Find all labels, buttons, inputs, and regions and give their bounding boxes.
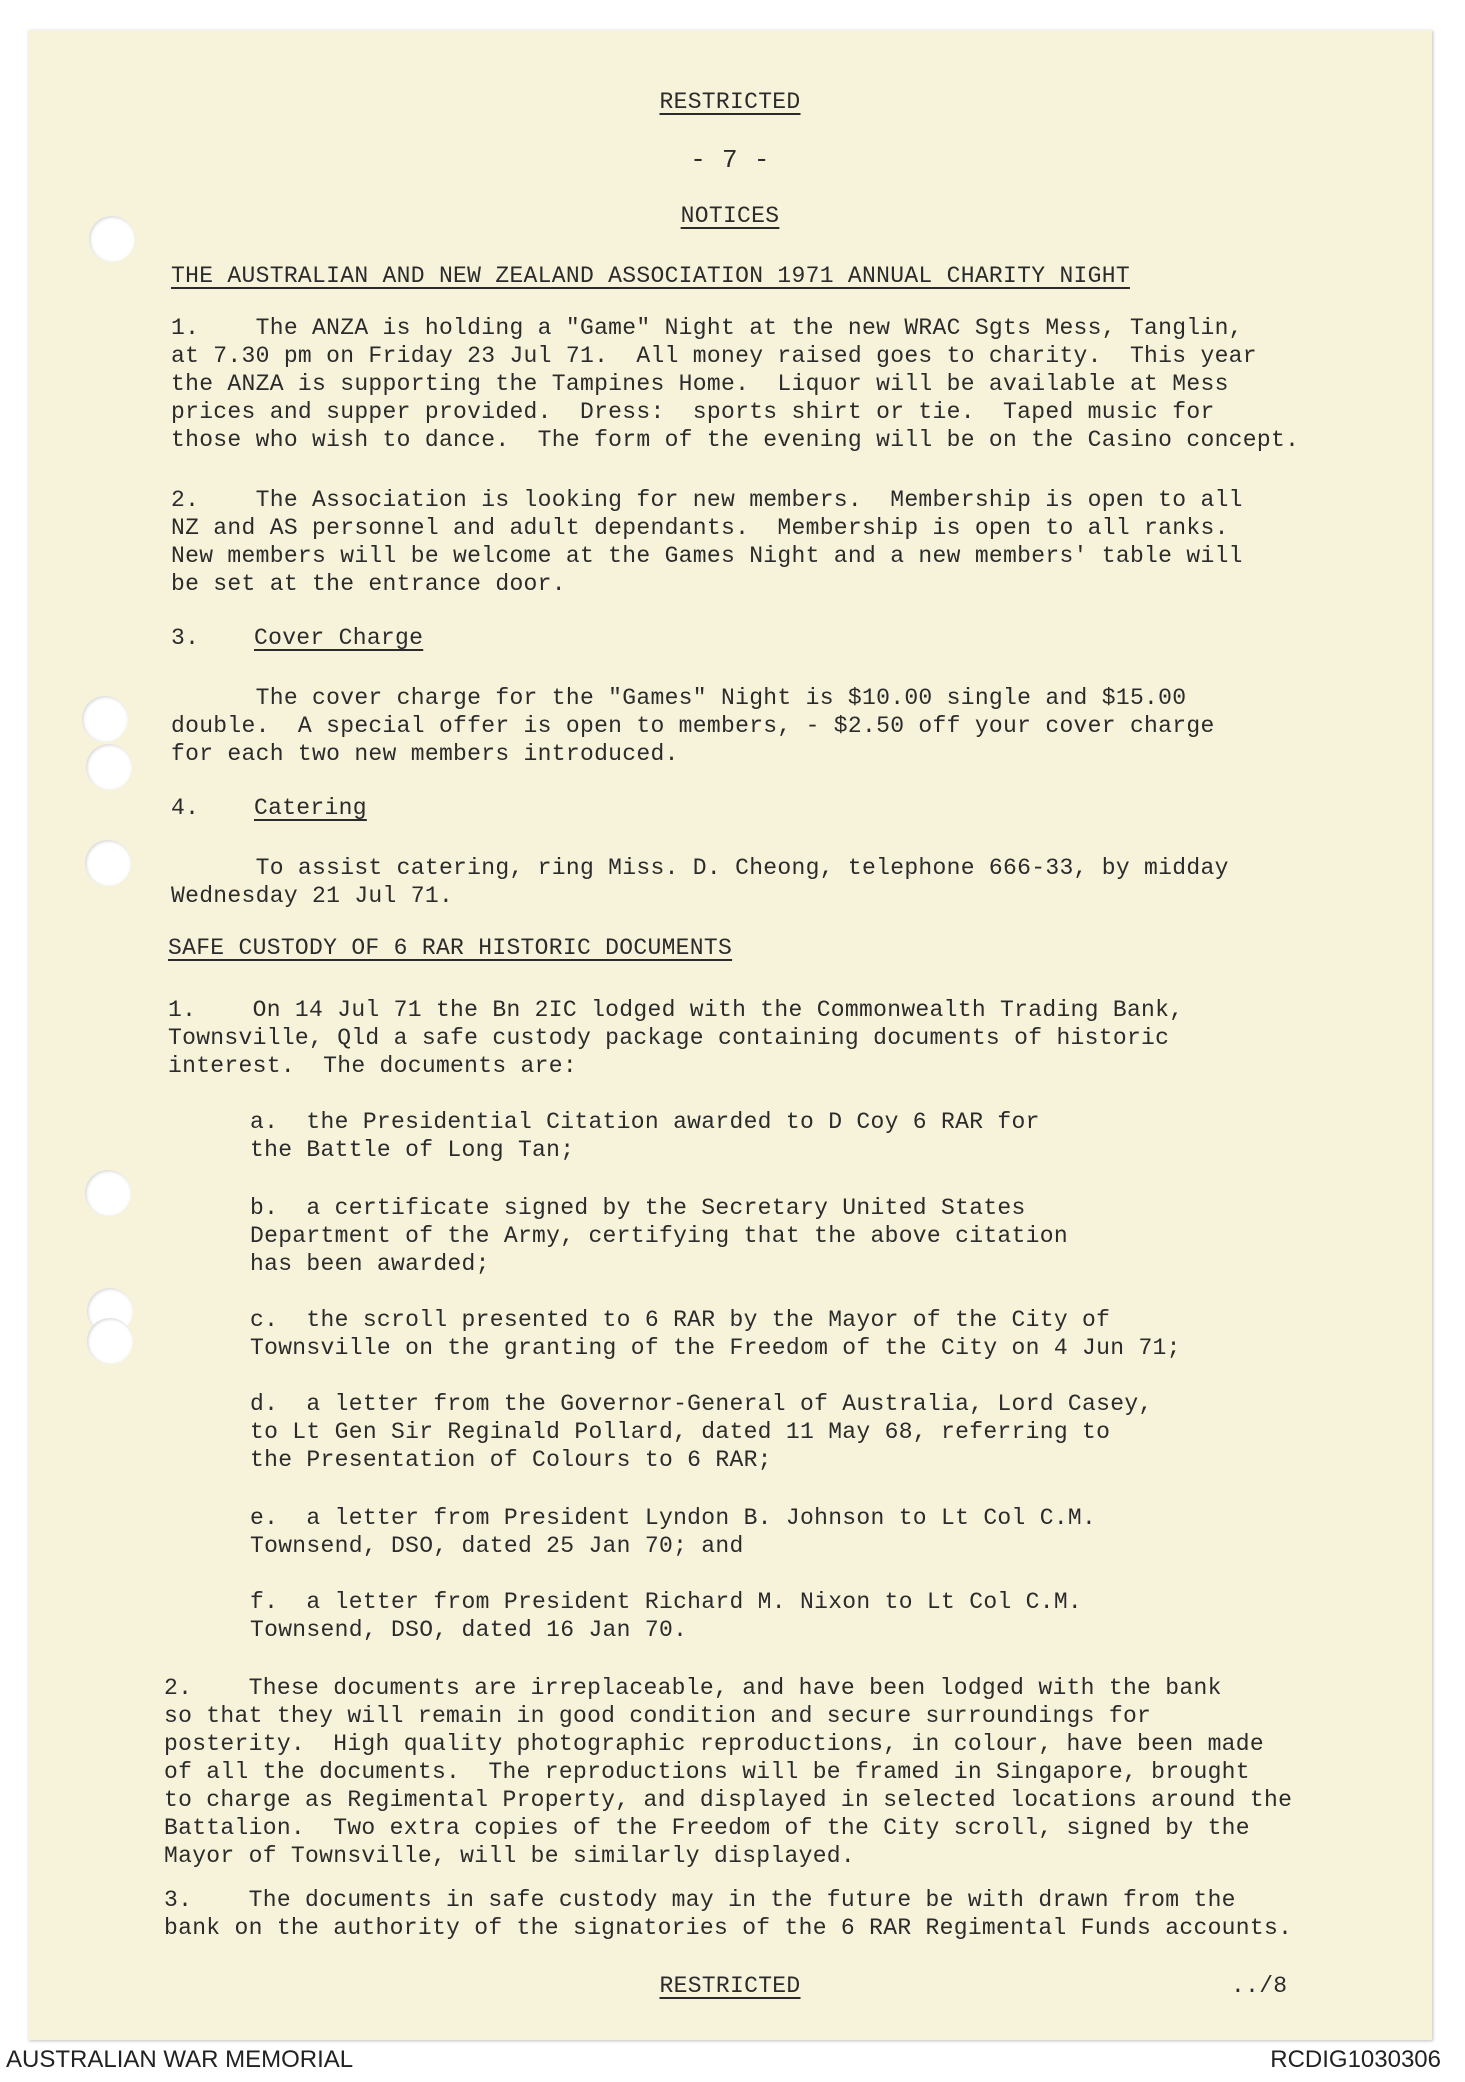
binder-hole	[82, 696, 128, 742]
document-item-a: a. the Presidential Citation awarded to D Coy 6 RAR for the Battle of Long Tan;	[250, 1109, 1040, 1163]
cover-charge-number: 3.	[171, 625, 200, 651]
anza-paragraph-1: 1. The ANZA is holding a "Game" Night at the new WRAC Sgts Mess, Tanglin, at 7.30 pm on Friday 23 Jul 71. All money raised goes to charity. This year the ANZA is supporting the Tampines Home. Liquor will be available at Mess prices and supper provided. Dress: sports shirt or tie. Taped music for those who wish to dance. The form of the evening will be on the Casino concept.	[171, 315, 1300, 453]
classification-bottom: RESTRICTED	[659, 1973, 801, 1999]
catering-body: To assist catering, ring Miss. D. Cheong, telephone 666-33, by midday Wednesday 21 Jul 71.	[171, 855, 1229, 909]
document-page	[28, 30, 1432, 2040]
custody-paragraph-1: 1. On 14 Jul 71 the Bn 2IC lodged with the Commonwealth Trading Bank, Townsville, Qld a safe custody package containing documents of historic interest. The documents are:	[168, 997, 1184, 1079]
classification-top: RESTRICTED	[659, 89, 801, 115]
archive-footer-left: AUSTRALIAN WAR MEMORIAL	[6, 2046, 354, 2073]
page-number: - 7 -	[690, 145, 770, 175]
document-item-e: e. a letter from President Lyndon B. Johnson to Lt Col C.M. Townsend, DSO, dated 25 Jan 70; and	[250, 1505, 1097, 1559]
cover-charge-body: The cover charge for the "Games" Night is $10.00 single and $15.00 double. A special offer is open to members, - $2.50 off your cover charge for each two new members introduced.	[171, 685, 1215, 767]
section-title: NOTICES	[680, 203, 780, 229]
binder-hole	[85, 840, 131, 886]
custody-heading: SAFE CUSTODY OF 6 RAR HISTORIC DOCUMENTS	[168, 935, 733, 961]
anza-heading: THE AUSTRALIAN AND NEW ZEALAND ASSOCIATION 1971 ANNUAL CHARITY NIGHT	[171, 263, 1130, 289]
custody-paragraph-3: 3. The documents in safe custody may in the future be with drawn from the bank on the authority of the signatories of the 6 RAR Regimental Funds accounts.	[164, 1887, 1293, 1941]
binder-hole	[86, 744, 132, 790]
cover-charge-heading: Cover Charge	[254, 625, 424, 651]
catering-number: 4.	[171, 795, 200, 821]
anza-paragraph-2: 2. The Association is looking for new members. Membership is open to all NZ and AS personnel and adult dependants. Membership is open to all ranks. New members will be welcome at the Games Night and a new members' table will be set at the entrance door.	[171, 487, 1243, 597]
binder-hole	[87, 1318, 133, 1364]
document-item-b: b. a certificate signed by the Secretary United States Department of the Army, certifying that the above citation has been awarded;	[250, 1195, 1068, 1277]
custody-paragraph-2: 2. These documents are irreplaceable, and have been lodged with the bank so that they will remain in good condition and secure surroundings for posterity. High quality photographic reproductions, in colour, have been made of all the documents. The reproductions will be framed in Singapore, brought to charge as Regimental Property, and displayed in selected locations around the Battalion. Two extra copies of the Freedom of the City scroll, signed by the Mayor of Townsville, will be similarly displayed.	[164, 1675, 1293, 1869]
archive-footer-right: RCDIG1030306	[1270, 2046, 1441, 2073]
continuation-marker: ../8	[1231, 1973, 1288, 1999]
document-item-d: d. a letter from the Governor-General of Australia, Lord Casey, to Lt Gen Sir Reginald Pollard, dated 11 May 68, referring to the Presentation of Colours to 6 RAR;	[250, 1391, 1153, 1473]
document-item-c: c. the scroll presented to 6 RAR by the Mayor of the City of Townsville on the granting of the Freedom of the City on 4 Jun 71;	[250, 1307, 1181, 1361]
catering-heading: Catering	[254, 795, 367, 821]
document-item-f: f. a letter from President Richard M. Nixon to Lt Col C.M. Townsend, DSO, dated 16 Jan 70.	[250, 1589, 1083, 1643]
binder-hole	[85, 1170, 131, 1216]
